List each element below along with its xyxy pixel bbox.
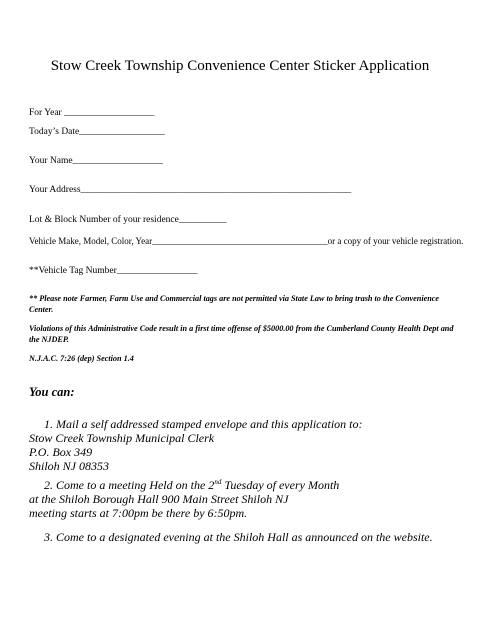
meeting-location: at the Shiloh Borough Hall 900 Main Street Shiloh NJ <box>29 492 289 506</box>
option-2 <box>44 478 339 493</box>
option-3: 3. Come to a designated evening at the Shiloh Hall as announced on the website. <box>44 530 433 544</box>
code-reference: N.J.A.C. 7:26 (dep) Section 1.4 <box>29 354 134 363</box>
option-1: 1. Mail a self addressed stamped envelope and this application to: <box>44 417 363 431</box>
for-year-field[interactable]: For Year ___________________ <box>29 108 155 118</box>
city-zip: Shiloh NJ 08353 <box>29 459 109 473</box>
meeting-time: meeting starts at 7:00pm be there by 6:50pm. <box>29 506 248 520</box>
ordinal-suffix: nd <box>214 478 222 486</box>
you-can-heading: You can: <box>29 385 75 399</box>
clerk-name: Stow Creek Township Municipal Clerk <box>29 431 215 445</box>
vehicle-tag-field[interactable]: **Vehicle Tag Number_________________ <box>29 266 198 276</box>
todays-date-field[interactable]: Today’s Date__________________ <box>29 127 165 137</box>
page-title: Stow Creek Township Convenience Center Sticker Application <box>50 58 430 74</box>
lot-block-field[interactable]: Lot & Block Number of your residence__________ <box>29 215 227 225</box>
vehicle-field[interactable]: Vehicle Make, Model, Color, Year_______________________________________or a copy of your vehicle registration. <box>29 236 464 246</box>
option-2-text-end: Tuesday of every Month <box>221 478 340 492</box>
your-name-field[interactable]: Your Name___________________ <box>29 156 163 166</box>
farm-tag-note: ** Please note Farmer, Farm Use and Commercial tags are not permitted via State Law to bring trash to the Convenience Center. <box>29 294 440 314</box>
violation-note: Violations of this Administrative Code result in a first time offense of $5000.00 from the Cumberland County Health Dept and the NJDEP. <box>29 324 454 344</box>
po-box: P.O. Box 349 <box>29 445 93 459</box>
your-address-field[interactable]: Your Address_________________________________________________________ <box>29 185 352 195</box>
option-2-text: 2. Come to a meeting Held on the 2 <box>44 478 215 492</box>
